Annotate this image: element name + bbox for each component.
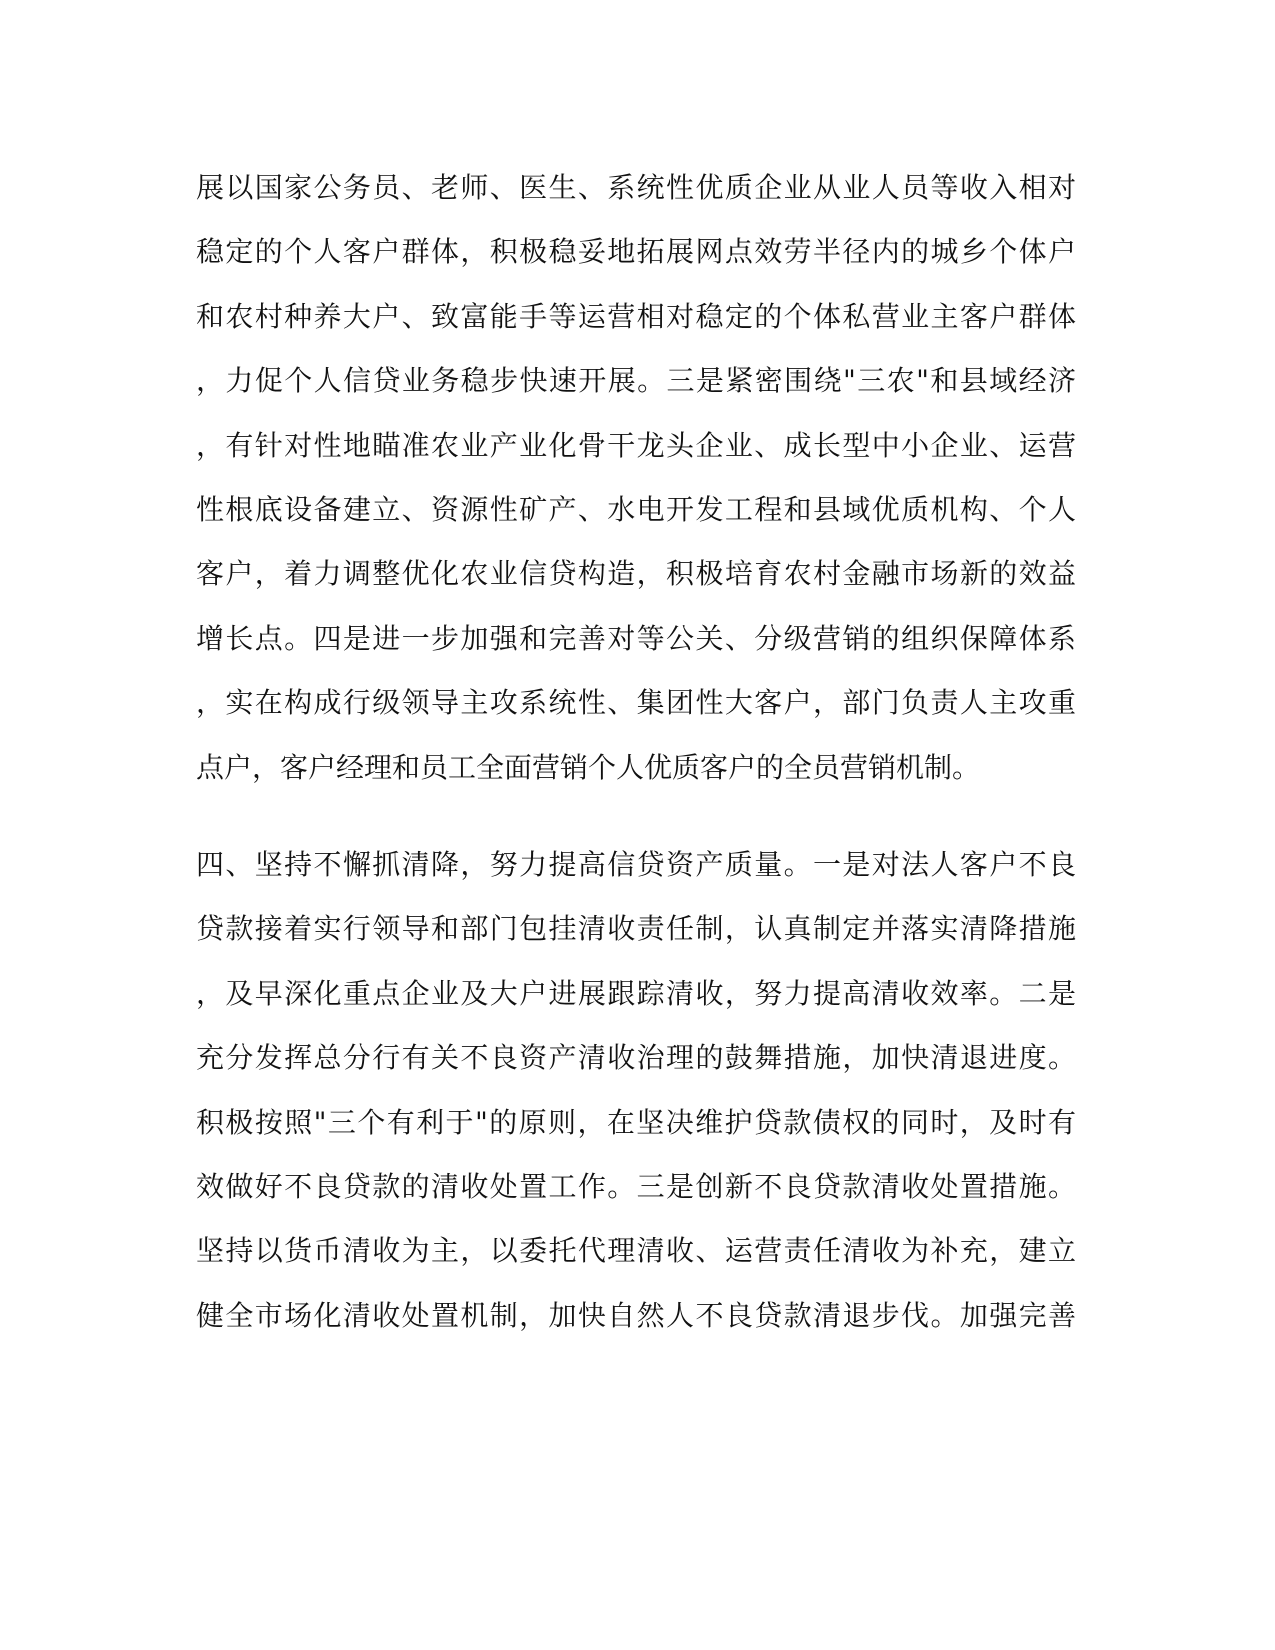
text-line: 和农村种养大户、致富能手等运营相对稳定的个体私营业主客户群体 xyxy=(196,299,1076,333)
text-line: 增长点。四是进一步加强和完善对等公关、分级营销的组织保障体系 xyxy=(196,621,1076,655)
text-line: 性根底设备建立、资源性矿产、水电开发工程和县域优质机构、个人 xyxy=(196,492,1076,526)
text-line: 坚持以货币清收为主，以委托代理清收、运营责任清收为补充，建立 xyxy=(196,1234,1076,1268)
text-line: 健全市场化清收处置机制，加快自然人不良贷款清退步伐。加强完善 xyxy=(196,1298,1076,1332)
text-line: 四、坚持不懈抓清降，努力提高信贷资产质量。一是对法人客户不良 xyxy=(196,848,1076,881)
text-line: 展以国家公务员、老师、医生、系统性优质企业从业人员等收入相对 xyxy=(196,171,1076,204)
text-line: 贷款接着实行领导和部门包挂清收责任制，认真制定并落实清降措施 xyxy=(196,912,1076,946)
text-line: 稳定的个人客户群体，积极稳妥地拓展网点效劳半径内的城乡个体户 xyxy=(196,235,1076,269)
text-line: ，及早深化重点企业及大户进展跟踪清收，努力提高清收效率。二是 xyxy=(196,976,1076,1010)
paragraph-personal-credit xyxy=(196,156,1076,800)
text-line: ，有针对性地瞄准农业产业化骨干龙头企业、成长型中小企业、运营 xyxy=(196,428,1076,462)
text-line: 点户，客户经理和员工全面营销个人优质客户的全员营销机制。 xyxy=(196,750,981,784)
text-line: 积极按照"三个有利于"的原则，在坚决维护贷款债权的同时，及时有 xyxy=(196,1105,1076,1139)
paragraph-asset-quality xyxy=(196,833,1076,1348)
text-line: 客户，着力调整优化农业信贷构造，积极培育农村金融市场新的效益 xyxy=(196,557,1076,591)
text-line: 效做好不良贷款的清收处置工作。三是创新不良贷款清收处置措施。 xyxy=(196,1169,1076,1203)
text-line: ，力促个人信贷业务稳步快速开展。三是紧密围绕"三农"和县域经济 xyxy=(196,364,1076,398)
text-line: 充分发挥总分行有关不良资产清收治理的鼓舞措施，加快清退进度。 xyxy=(196,1041,1076,1075)
text-line: ，实在构成行级领导主攻系统性、集团性大客户，部门负责人主攻重 xyxy=(196,686,1076,720)
